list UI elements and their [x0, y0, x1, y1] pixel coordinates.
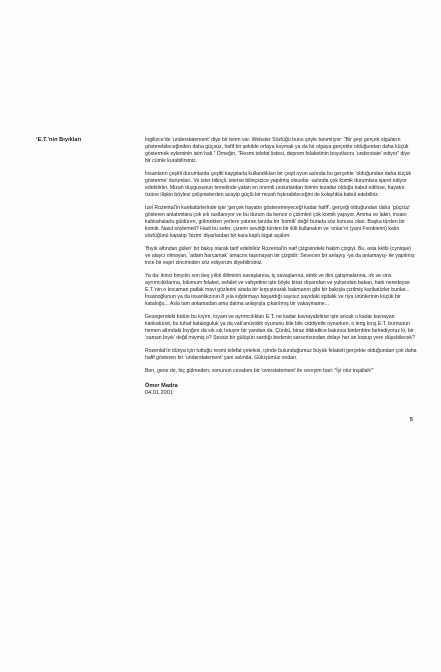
signature-block — [145, 383, 417, 397]
paragraph-humor-contrast: İnsanların çeşitli durumlarda çeşitli kaygılarla kullandıkları bir çeşit oyun aslında bu gerçekte ‘olduğundan daha küçük gösterme’ durumları. Ve ister bilinçli, isterse bilinçsizce yapılmış olsunlar -aslında çok komik durumlara işaret ediyor edebilirler. Mizah duygusunun temelinde yatan en önemli unsurlardan birinin tezatlar olduğu kabul edilirse, hayatın özüne ilişkin böylesi çelişmelerden acayip güçlü bir mizah fışkırabileceğini de kolaylıkla kabul edebiliriz. — [145, 171, 412, 198]
article-body — [145, 137, 417, 397]
page-number: 5 — [410, 417, 413, 423]
paragraph-et-gaze: Ya da: ikinci binyılın son beş yıllık diliminin savaşlarına, iç savaşlarına, etnik ve dini çatışmalarına, ırk ve cins ayrımcılıklarına, bilumum felaket, sefalet ve vahşetine işte böyle biraz dışarıdan ve yukarıdan bakan, hani neredeyse E.T.’nin o kocaman patlak mavi gözlerini arada bir kırpıştırarak bakmanın gibi bir bakışla çizilmiş karikatürler bunlar... İnsanoğlunun ya da insanlıkzının 8 yıla sığdırmayı başardığı sayısız sayıdaki spitalik ve riya ürünlerinin küçük bir kataloğu... Asla tam anlamadan ama daima anlayışla çıkarılmış bir vakayiname... — [145, 273, 410, 307]
paragraph-gentle-smile: ‘Bıyık altından gülen’ bir bakış olarak tarif edebiliriz Rozental’in naif çizgisindeki hakim çizgiyi. Bu, asla kelbi (cynique) ve alaycı olmayan, ‘adam harcamak’ amacını taşımayan bir çizgidir: Sevecen bir anlayış -ya da anlamayış- ile yapılmış ince bir espri zincirinden söz ediyorum diyebilirsiniz. — [145, 245, 415, 266]
paragraph-conclusion: Rozental’in dünya için tuttuğu resmi telefat çetelesi, içinde bulunduğumuz büyük felaketi gerçekte olduğundan çok daha hafif gösteren bir ‘understatement’ yani aslında. Gülüşümüz ondan. — [145, 347, 417, 361]
paragraph-closing: Ben, gene de, hiç gülmeden, sonunun cevabını bir ‘overstatement’ ile vereyim bari: “İyi olur inşallah!” — [145, 368, 374, 375]
author-name: Ömer Madra — [145, 383, 178, 389]
section-title: ‘E.T.’nin Bıyıkları — [36, 137, 82, 143]
paragraph-definition: İngilizce’de ‘understatement’ diye bir terim var. Webster Sözlüğü bunu şöyle tanımlıyor: “Bir şeyi gerçek olguların gösterebileceğinden daha güçsüz, hafif bir şekilde ortaya koymak ya da bir olgaya gerçekte olduğundan daha küçük göstermek eyleminin isim hali.” Örneğin, “Resmi telefat listesi, deprem felaketinin boyutlarını ‘understate’ ediyor” diye bir cümle kurabilirsiniz. — [145, 137, 410, 164]
paragraph-rozental-style: İzel Rozental’in karikatürlerinde işte ‘gerçek hayatın gösteremeyeceği kadar hafif’, gerçeği olduğundan daha ‘güçsüz’ gösteren anlatımlara çok sık rastlanıyor ve bu durum da bence o çizimleri çok komik yapıyor. Amma ve lakin, insanı kahkahalarla güldüren, gülmekten yerlere yatıran tarzda bir ‘komik’ değil burada söz konusu olan. Başka türden bir komik. Nasıl söylemeli? Hadi bu sefer, çizerin sevdiği türden bir ikili kullanalım ve ‘onlar’ın (yani Frenklerin) kalın sözlüğünü kapatıp ‘bizim’ diyarlardan bir kara kaplı lügat açalım: — [145, 205, 411, 239]
paragraph-catalogue: Gezegendeki bütün bu kıyım, kıyam ve ayrımcılıkları E.T. ne kadar kavrayabilirse işte ancak o kadar kavrayan karikatürist, bu tuhaf kataloguluk ya da vak’anüvislik oyununu bile bile ciddiyetle oynarken, o leng kırış E.T. burnunun hemen altındaki bıyığını da sık sık tutuyor bir yandan da. Çünkü, biraz dikkatlice bakınca birdenbire farkediyoruz ki, bir ‘saman bıyık’ değil miymiş o? Sessiz bir gülüşün sardığı bedenin sarsıntısından dolayı her an kopup yere düşebilecek? — [145, 313, 415, 341]
signature-date: 04.01.2001 — [145, 390, 173, 397]
